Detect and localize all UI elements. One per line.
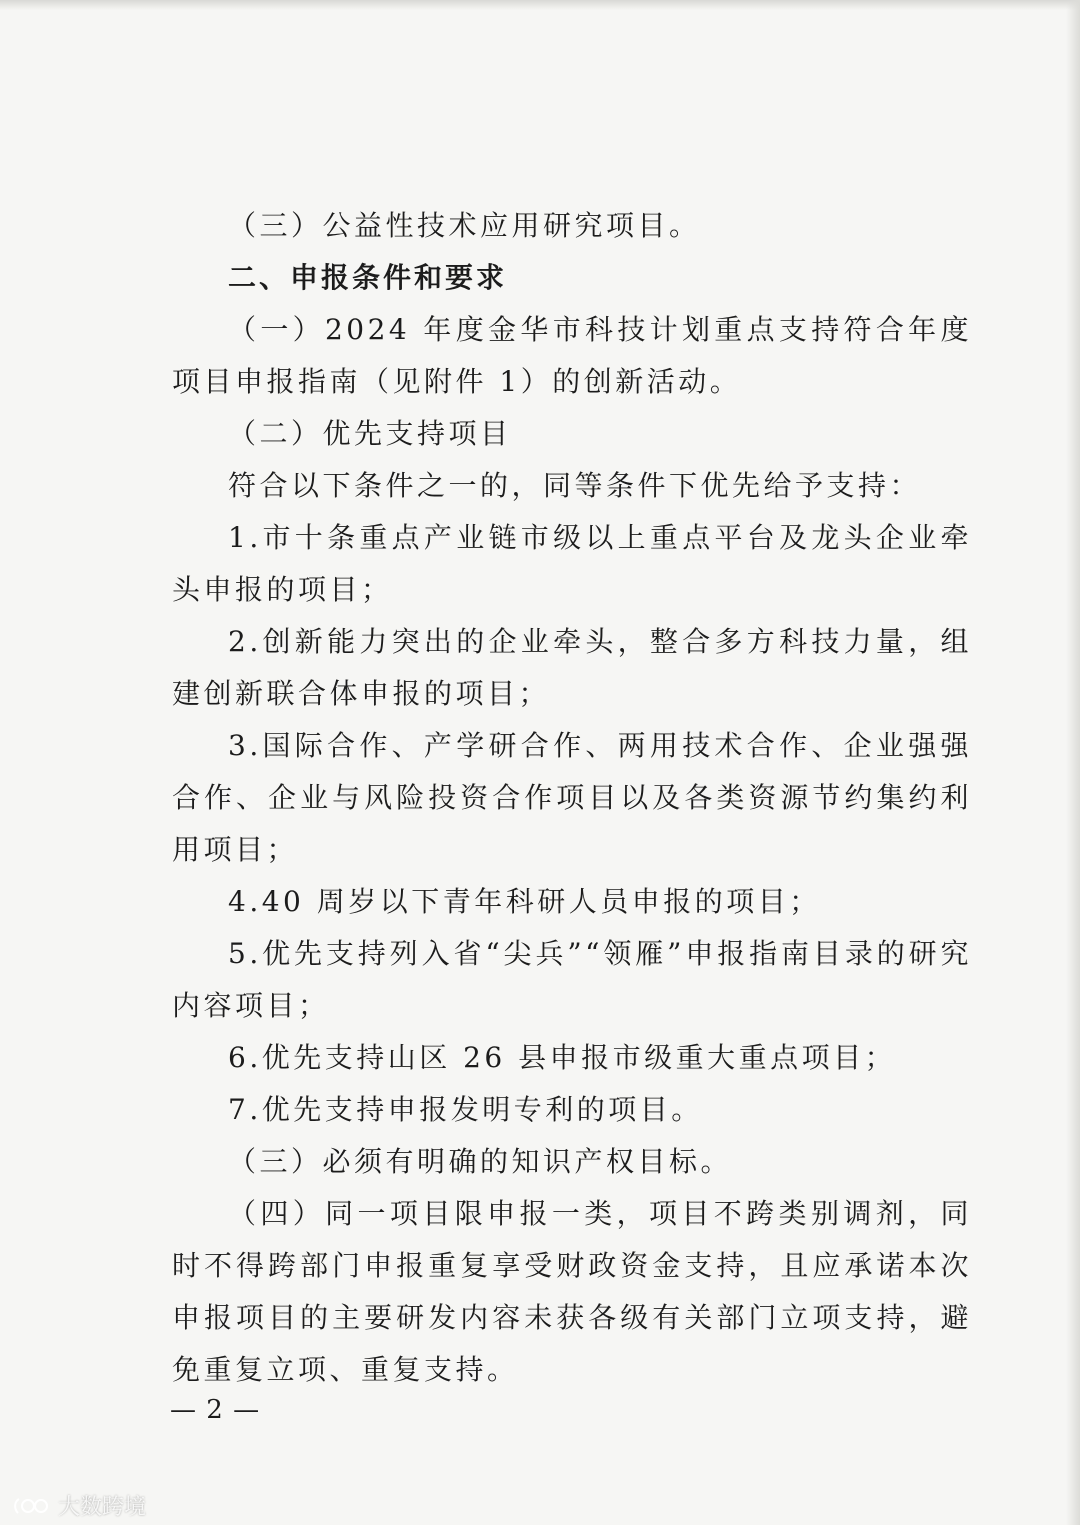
watermark-logo-icon xyxy=(12,1495,52,1517)
priority-condition-4: 4.40 周岁以下青年科研人员申报的项目； xyxy=(228,885,821,918)
document-body xyxy=(172,200,972,1396)
item-two-priority-projects: （二）优先支持项目 xyxy=(228,417,512,450)
section-heading-conditions: 二、申报条件和要求 xyxy=(228,261,508,294)
watermark xyxy=(12,1490,146,1521)
priority-condition-7: 7.优先支持申报发明专利的项目。 xyxy=(228,1093,703,1126)
watermark-text: 大数跨境 xyxy=(58,1495,147,1520)
scan-edge-top xyxy=(0,0,1080,10)
item-three-public-research: （三）公益性技术应用研究项目。 xyxy=(228,209,701,242)
item-four-single-category: （四）同一项目限申报一类，项目不跨类别调剂，同时不得跨部门申报重复享受财政资金支持，且应承诺本次申报项目的主要研发内容未获各级有关部门立项支持，避免重复立项、重复支持。 xyxy=(172,1197,972,1386)
priority-condition-1: 1.市十条重点产业链市级以上重点平台及龙头企业牵头申报的项目； xyxy=(172,521,972,606)
priority-condition-5: 5.优先支持列入省“尖兵”“领雁”申报指南目录的研究内容项目； xyxy=(172,937,972,1022)
priority-condition-6: 6.优先支持山区 26 县申报市级重大重点项目； xyxy=(228,1041,897,1074)
item-three-ip-target: （三）必须有明确的知识产权目标。 xyxy=(228,1145,733,1178)
priority-intro: 符合以下条件之一的，同等条件下优先给予支持： xyxy=(228,469,922,502)
scan-edge-right xyxy=(1066,0,1080,1525)
priority-condition-2: 2.创新能力突出的企业牵头，整合多方科技力量，组建创新联合体申报的项目； xyxy=(172,625,972,710)
item-one-guide: （一）2024 年度金华市科技计划重点支持符合年度项目申报指南（见附件 1）的创新活动。 xyxy=(172,313,972,398)
priority-condition-3: 3.国际合作、产学研合作、两用技术合作、企业强强合作、企业与风险投资合作项目以及各类资源节约集约利用项目； xyxy=(172,729,972,866)
page-number: — 2 — xyxy=(170,1395,261,1425)
